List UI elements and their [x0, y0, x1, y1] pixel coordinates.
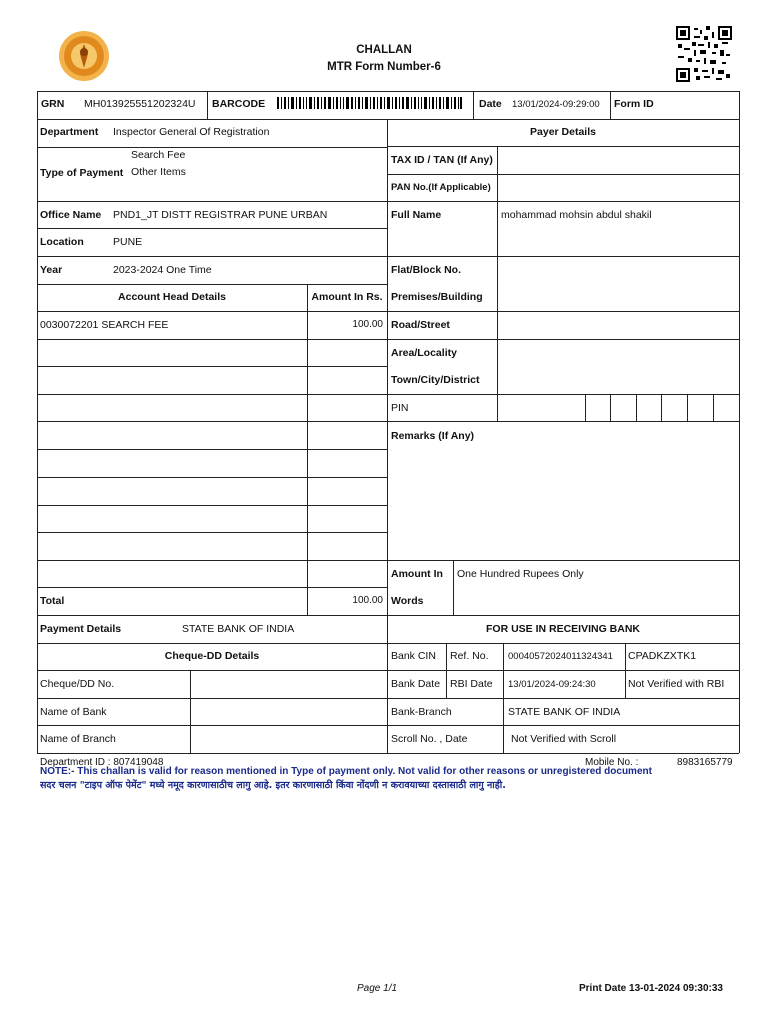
scroll-value: Not Verified with Scroll [511, 733, 617, 745]
premises-label: Premises/Building [391, 291, 483, 303]
form-subtitle: MTR Form Number-6 [327, 61, 441, 73]
type-of-payment-label: Type of Payment [40, 167, 124, 179]
date-label: Date [479, 98, 502, 110]
amount-in-words-value: One Hundred Rupees Only [457, 568, 584, 580]
rbi-date-label: RBI Date [450, 678, 493, 690]
area-label: Area/Locality [391, 347, 457, 359]
payer-details-heading: Payer Details [530, 126, 596, 138]
location-label: Location [40, 236, 84, 248]
ref-no-label: Ref. No. [450, 650, 489, 662]
bank-cin-code: CPADKZXTK1 [628, 650, 697, 662]
pin-label: PIN [391, 402, 409, 414]
year-value: 2023-2024 One Time [113, 264, 212, 276]
receiving-bank-heading: FOR USE IN RECEIVING BANK [485, 623, 640, 635]
department-label: Department [40, 126, 99, 138]
road-label: Road/Street [391, 319, 450, 331]
mobile-value: 8983165779 [677, 757, 733, 768]
qr-code-icon [676, 26, 732, 82]
note-english: NOTE:- This challan is valid for reason mentioned in Type of payment only. Not valid for other reasons or unregistered document [40, 766, 652, 777]
payment-details-value: STATE BANK OF INDIA [182, 623, 295, 635]
name-of-bank-label: Name of Bank [40, 706, 107, 718]
full-name-label: Full Name [391, 209, 442, 221]
remarks-label: Remarks (If Any) [391, 430, 475, 442]
bank-date-value: 13/01/2024-09:24:30 [508, 679, 596, 690]
account-head-heading: Account Head Details [118, 291, 226, 303]
location-value: PUNE [113, 236, 143, 248]
department-id: Department ID : 807419048 [40, 757, 164, 768]
barcode-icon [277, 97, 462, 109]
flat-label: Flat/Block No. [391, 264, 462, 276]
mobile-label: Mobile No. : [585, 757, 639, 768]
office-name-label: Office Name [40, 209, 102, 221]
account-head-amount: 100.00 [352, 319, 383, 330]
date-value: 13/01/2024-09:29:00 [512, 99, 600, 110]
note-marathi: सदर चलन "टाइप ऑफ पेमेंट" मध्ये नमूद कारणासाठीच लागु आहे. इतर कारणासाठी किंवा नोंदणी न करावयाच्या दस्तासाठी लागु नाही. [40, 780, 506, 791]
type-of-payment-line1: Search Fee [131, 149, 186, 161]
town-label: Town/City/District [391, 374, 480, 386]
payment-details-label: Payment Details [40, 623, 122, 635]
pan-label: PAN No.(If Applicable) [391, 182, 491, 193]
words-label: Words [391, 595, 424, 607]
maharashtra-emblem-icon [58, 30, 110, 82]
cheque-no-label: Cheque/DD No. [40, 678, 115, 690]
name-of-branch-label: Name of Branch [40, 733, 116, 745]
amount-heading: Amount In Rs. [311, 291, 383, 303]
total-value: 100.00 [352, 595, 383, 606]
bank-date-label: Bank Date [391, 678, 441, 690]
department-value: Inspector General Of Registration [113, 126, 270, 138]
office-name-value: PND1_JT DISTT REGISTRAR PUNE URBAN [113, 209, 328, 221]
print-date: Print Date 13-01-2024 09:30:33 [579, 983, 723, 994]
bank-branch-label: Bank-Branch [391, 706, 452, 718]
bank-branch-value: STATE BANK OF INDIA [508, 706, 621, 718]
type-of-payment-line2: Other Items [131, 166, 186, 178]
full-name-value: mohammad mohsin abdul shakil [501, 209, 652, 221]
bank-cin-label: Bank CIN [391, 650, 436, 662]
year-label: Year [40, 264, 63, 276]
scroll-label: Scroll No. , Date [391, 733, 468, 745]
account-head-row: 0030072201 SEARCH FEE [40, 319, 169, 331]
total-label: Total [40, 595, 65, 607]
grn-label: GRN [41, 98, 65, 110]
tax-id-label: TAX ID / TAN (If Any) [391, 154, 493, 166]
ref-no-value: 00040572024011324341 [508, 651, 613, 662]
barcode-label: BARCODE [212, 98, 266, 110]
cheque-dd-heading: Cheque-DD Details [164, 650, 260, 662]
amount-in-label: Amount In [391, 568, 443, 580]
form-id-label: Form ID [614, 98, 654, 110]
grn-value: MH013925551202324U [84, 98, 196, 110]
rbi-status: Not Verified with RBI [628, 678, 725, 690]
challan-title: CHALLAN [356, 44, 412, 56]
page-number: Page 1/1 [357, 983, 398, 994]
